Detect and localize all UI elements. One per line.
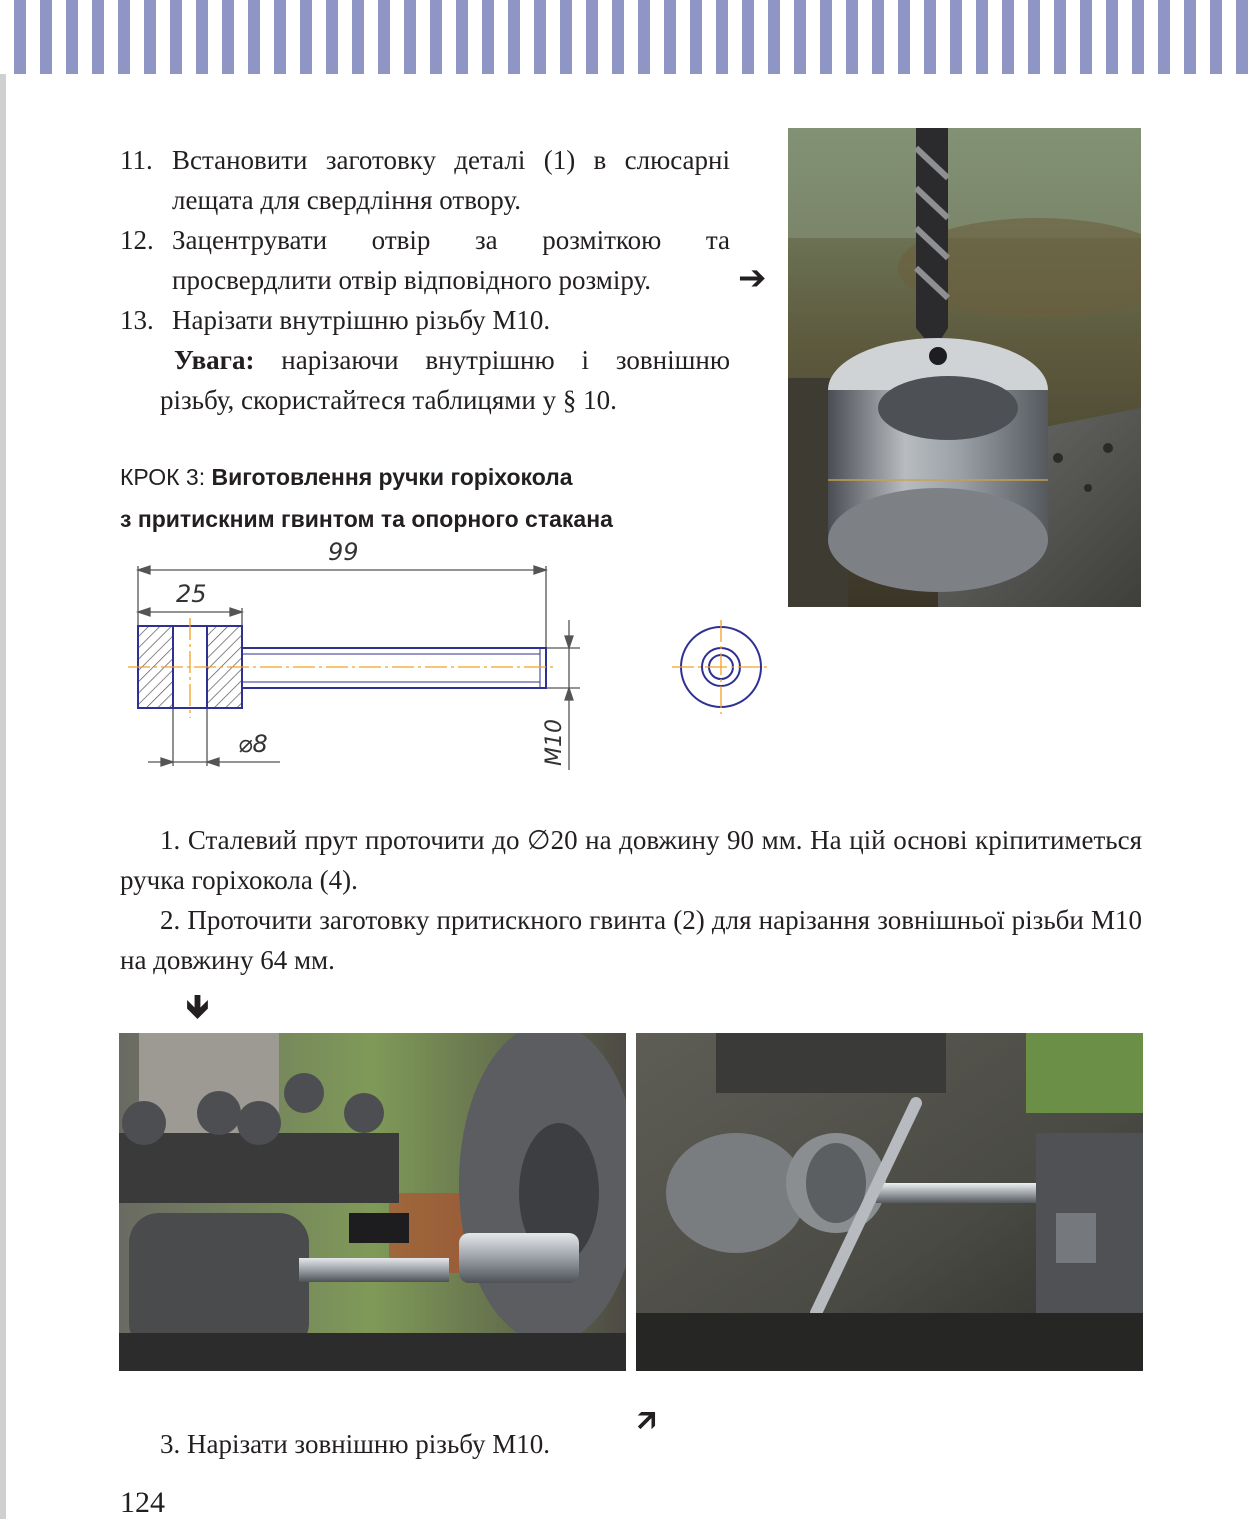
step3-title-line2: з притискним гвинтом та опорного стакана — [120, 506, 613, 532]
step-text: Зацентрувати отвір за розміткою та просвердлити отвір відповідного розміру. — [172, 225, 730, 295]
dimension-label: ⌀8 — [238, 730, 268, 758]
paragraph — [120, 1424, 1142, 1464]
paragraph-text: 1. Сталевий прут проточити до ∅20 на довжину 90 мм. На цій основі кріпитиметься ручка горіхокола (4). — [120, 825, 1142, 895]
lathe-turning-photo — [119, 1033, 626, 1371]
step-number: 12. — [120, 225, 154, 255]
page-edge — [0, 0, 6, 1519]
paragraph — [120, 820, 1142, 900]
step-number: 13. — [120, 305, 154, 335]
step-number: 11. — [120, 145, 153, 175]
dimension-label: 25 — [176, 580, 207, 608]
die-threading-photo — [636, 1033, 1143, 1371]
step-text: Встановити заготовку деталі (1) в слюсарні лещата для свердління отвору. — [172, 145, 730, 215]
steps-list — [120, 140, 730, 420]
list-item — [120, 300, 730, 340]
note — [120, 340, 730, 420]
dimension-label: М10 — [542, 719, 567, 766]
arrow-down-icon: 🡻 — [186, 987, 209, 1025]
dimension-label: 99 — [328, 538, 359, 566]
list-item — [120, 140, 730, 220]
page-number: 124 — [120, 1486, 165, 1519]
arrow-up-right-icon: 🡭 — [637, 1403, 657, 1438]
paragraph — [120, 900, 1142, 980]
note-text: нарізаючи внутрішню і зовнішню різьбу, скористайтеся таблицями у § 10. — [160, 345, 730, 415]
drill-vise-photo — [788, 128, 1141, 607]
step-text: Нарізати внутрішню різьбу М10. — [172, 305, 551, 335]
arrow-right-icon: ➔ — [738, 258, 767, 298]
header-stripes — [0, 0, 1254, 74]
paragraph-text: 2. Проточити заготовку притискного гвинта (2) для нарізання зовнішньої різьби М10 на довжину 64 мм. — [120, 905, 1142, 975]
paragraph-text: 3. Нарізати зовнішню різьбу М10. — [160, 1429, 550, 1459]
note-label: Увага: — [174, 345, 255, 375]
technical-drawing — [120, 530, 780, 785]
list-item — [120, 220, 730, 300]
step3-heading — [120, 456, 760, 540]
step3-title-line1: Виготовлення ручки горіхокола — [211, 464, 573, 490]
step3-prefix: КРОК 3: — [120, 464, 212, 490]
